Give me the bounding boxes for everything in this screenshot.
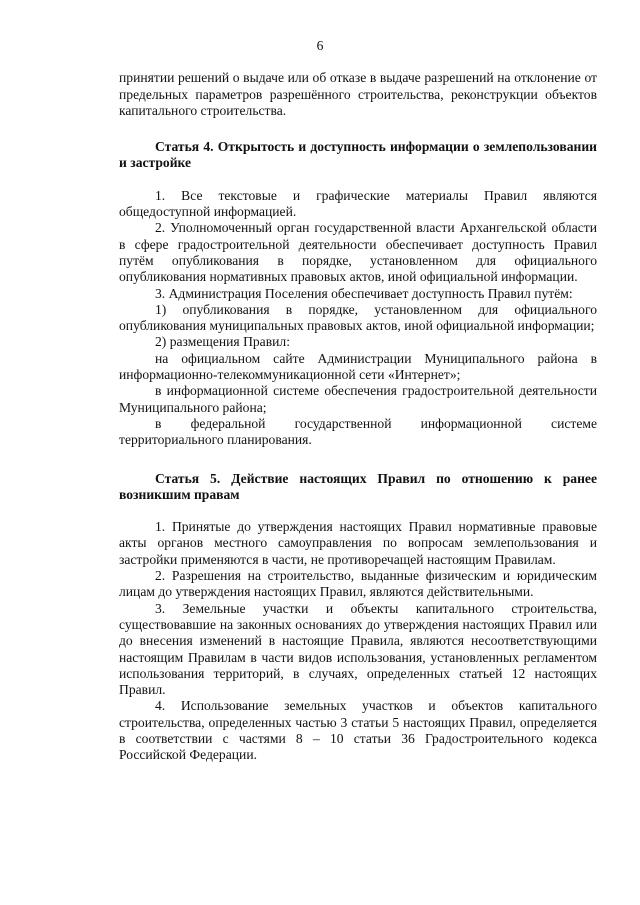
article-4-paragraph: на официальном сайте Администрации Муниципального района в информационно-телекоммуникационной сети «Интернет»; <box>119 350 597 383</box>
article-4-paragraph: 2. Уполномоченный орган государственной власти Архангельской области в сфере градостроительной деятельности обеспечивает доступность Правил путём опубликования в порядке, установленном для официального опубликования нормативных правовых актов, иной официальной информации. <box>119 220 597 285</box>
intro-paragraph: принятии решений о выдаче или об отказе в выдаче разрешений на отклонение от предельных параметров разрешённого строительства, реконструкции объектов капитального строительства. <box>119 70 597 118</box>
article-5-paragraph: 3. Земельные участки и объекты капитального строительства, существовавшие на законных основаниях до утверждения настоящих Правил или до внесения изменений в настоящие Правила, являются несоответствующими настоящим Правилам в части видов использования, установленных регламентом использования территорий, в случаях, определенных статьей 12 настоящих Правил. <box>119 600 597 698</box>
article-4-paragraph: в федеральной государственной информационной системе территориального планирования. <box>119 415 597 448</box>
article-5-paragraph: 4. Использование земельных участков и объектов капитального строительства, определенных частью 3 статьи 5 настоящих Правил, определяется в соответствии с частями 8 – 10 статьи 36 Градостроительного кодекса Российской Федерации. <box>119 698 597 763</box>
article-5-heading: Статья 5. Действие настоящих Правил по отношению к ранее возникшим правам <box>119 470 597 502</box>
article-4-heading: Статья 4. Открытость и доступность информации о землепользовании и застройке <box>119 139 597 171</box>
article-4-paragraph: 1. Все текстовые и графические материалы Правил являются общедоступной информацией. <box>119 187 597 220</box>
article-5-paragraph: 2. Разрешения на строительство, выданные физическим и юридическим лицам до утверждения настоящих Правил, являются действительными. <box>119 568 597 600</box>
article-5-paragraph: 1. Принятые до утверждения настоящих Правил нормативные правовые акты органов местного самоуправления по вопросам землепользования и застройки применяются в части, не противоречащей настоящим Правилам. <box>119 519 597 567</box>
article-4-paragraph: 2) размещения Правил: <box>155 334 290 350</box>
article-4-paragraph: 3. Администрация Поселения обеспечивает доступность Правил путём: <box>155 285 573 301</box>
article-4-paragraph: 1) опубликования в порядке, установленном для официального опубликования муниципальных правовых актов, иной официальной информации; <box>119 301 597 334</box>
page-number: 6 <box>316 38 324 53</box>
article-4-paragraph: в информационной системе обеспечения градостроительной деятельности Муниципального района; <box>119 383 597 415</box>
